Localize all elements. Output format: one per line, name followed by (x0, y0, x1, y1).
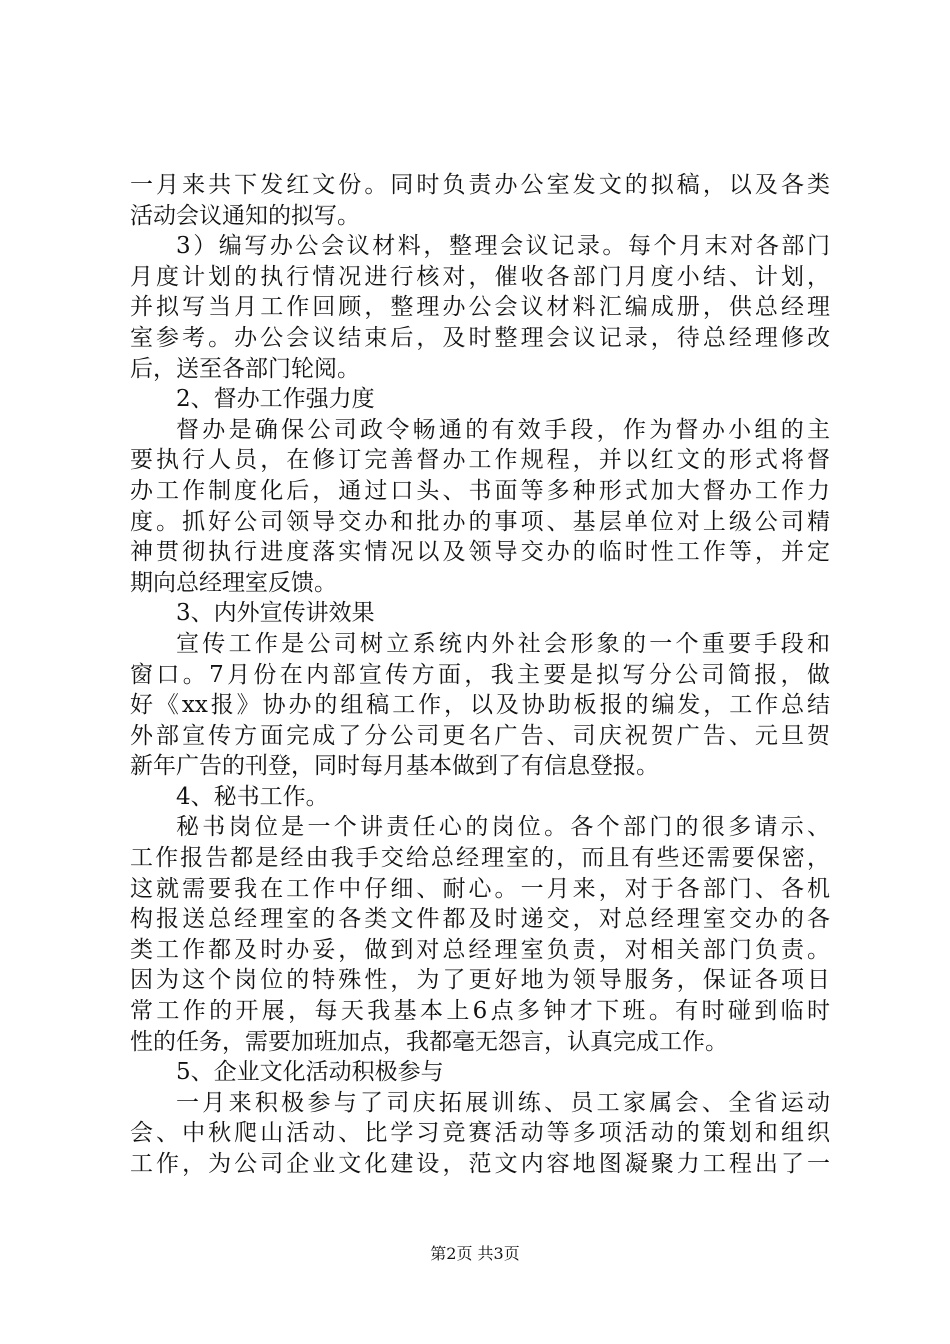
text-line: 室参考。办公会议结束后，及时整理会议记录，待总经理修改 (130, 324, 830, 351)
text-line: 期向总经理室反馈。 (130, 569, 337, 596)
text-line: 常工作的开展，每天我基本上6点多钟才下班。有时碰到临时 (130, 998, 830, 1025)
page-footer: 第2页 共3页 (430, 1244, 520, 1263)
text-line: 一月来积极参与了司庆拓展训练、员工家属会、全省运动 (176, 1089, 830, 1116)
text-line: 要执行人员，在修订完善督办工作规程，并以红文的形式将督 (130, 447, 830, 474)
text-line: 工作，为公司企业文化建设，范文内容地图凝聚力工程出了一 (130, 1151, 830, 1177)
text-line: 月度计划的执行情况进行核对，催收各部门月度小结、计划， (130, 263, 830, 290)
text-line: 新年广告的刊登，同时每月基本做到了有信息登报。 (130, 753, 659, 780)
text-line: 构报送总经理室的各类文件都及时递交，对总经理室交办的各 (130, 906, 830, 933)
text-line: 好《xx报》协办的组稿工作，以及协助板报的编发，工作总结 (130, 692, 830, 719)
text-line: 宣传工作是公司树立系统内外社会形象的一个重要手段和 (176, 630, 830, 657)
text-line: 性的任务，需要加班加点，我都毫无怨言，认真完成工作。 (130, 1028, 728, 1055)
text-line: 会、中秋爬山活动、比学习竞赛活动等多项活动的策划和组织 (130, 1120, 830, 1147)
text-line: 神贯彻执行进度落实情况以及领导交办的临时性工作等，并定 (130, 539, 830, 566)
text-line: 4、秘书工作。 (176, 783, 329, 810)
text-line: 工作报告都是经由我手交给总经理室的，而且有些还需要保密， (130, 845, 830, 872)
text-line: 并拟写当月工作回顾，整理办公会议材料汇编成册，供总经理 (130, 294, 830, 321)
document-body (130, 170, 830, 1180)
text-line: 外部宣传方面完成了分公司更名广告、司庆祝贺广告、元旦贺 (130, 722, 830, 749)
text-line: 一月来共下发红文份。同时负责办公室发文的拟稿，以及各类 (130, 172, 830, 198)
text-line: 2、督办工作强力度 (176, 386, 375, 413)
text-line: 办工作制度化后，通过口头、书面等多种形式加大督办工作力 (130, 477, 830, 504)
text-line: 督办是确保公司政令畅通的有效手段，作为督办小组的主 (176, 416, 830, 443)
text-line: 因为这个岗位的特殊性，为了更好地为领导服务，保证各项日 (130, 967, 830, 994)
text-line: 后，送至各部门轮阅。 (130, 355, 360, 382)
text-line: 3）编写办公会议材料，整理会议记录。每个月末对各部门 (176, 233, 830, 260)
text-line: 5、企业文化活动积极参与 (176, 1059, 444, 1086)
text-line: 活动会议通知的拟写。 (130, 202, 360, 229)
text-line: 这就需要我在工作中仔细、耐心。一月来，对于各部门、各机 (130, 875, 830, 902)
text-line: 度。抓好公司领导交办和批办的事项、基层单位对上级公司精 (130, 508, 830, 535)
text-line: 秘书岗位是一个讲责任心的岗位。各个部门的很多请示、 (176, 814, 830, 841)
text-line: 3、内外宣传讲效果 (176, 600, 375, 627)
text-line: 类工作都及时办妥，做到对总经理室负责，对相关部门负责。 (130, 936, 830, 963)
text-line: 窗口。7月份在内部宣传方面，我主要是拟写分公司简报，做 (130, 661, 830, 688)
